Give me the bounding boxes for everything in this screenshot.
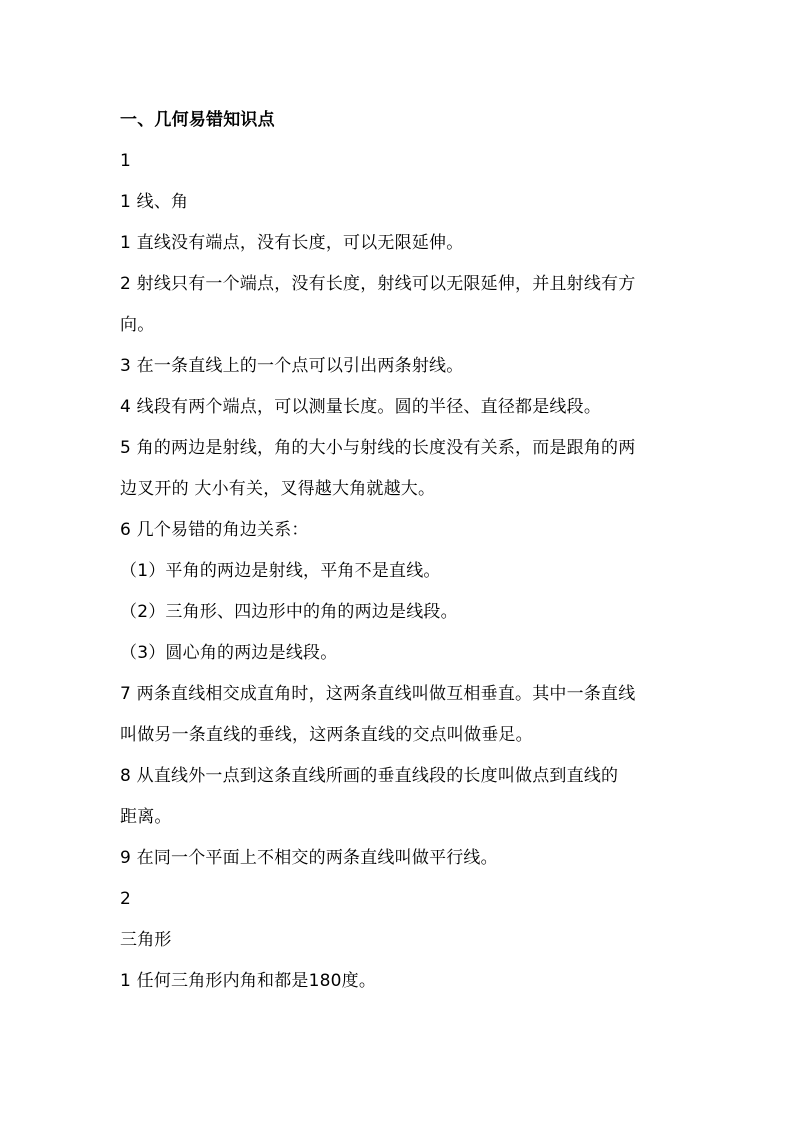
document-page — [120, 100, 680, 1002]
paragraph-line: 8 从直线外一点到这条直线所画的垂直线段的长度叫做点到直线的 — [120, 766, 619, 786]
section-heading: 一、几何易错知识点 — [120, 110, 275, 130]
paragraph-line: 3 在一条直线上的一个点可以引出两条射线。 — [120, 356, 464, 376]
paragraph-line: 1 任何三角形内角和都是180度。 — [120, 971, 377, 991]
paragraph-line: 7 两条直线相交成直角时，这两条直线叫做互相垂直。其中一条直线 — [120, 684, 636, 704]
subsection-title: 三角形 — [120, 930, 172, 950]
paragraph-line: 5 角的两边是射线，角的大小与射线的长度没有关系，而是跟角的两 — [120, 438, 636, 458]
paragraph-line: 9 在同一个平面上不相交的两条直线叫做平行线。 — [120, 848, 498, 868]
paragraph-line: 6 几个易错的角边关系： — [120, 520, 309, 540]
paragraph-line: 4 线段有两个端点，可以测量长度。圆的半径、直径都是线段。 — [120, 397, 602, 417]
section-number: 2 — [120, 889, 132, 909]
paragraph-line: 2 射线只有一个端点，没有长度，射线可以无限延伸，并且射线有方 — [120, 274, 636, 294]
list-item: （2）三角形、四边形中的角的两边是线段。 — [120, 602, 458, 622]
paragraph-line: 边叉开的 大小有关，叉得越大角就越大。 — [120, 479, 436, 499]
paragraph-line: 1 直线没有端点，没有长度，可以无限延伸。 — [120, 233, 464, 253]
paragraph-line: 向。 — [120, 315, 155, 335]
list-item: （3）圆心角的两边是线段。 — [120, 643, 338, 663]
subsection-title: 1 线、角 — [120, 192, 189, 212]
list-item: （1）平角的两边是射线，平角不是直线。 — [120, 561, 441, 581]
paragraph-line: 叫做另一条直线的垂线，这两条直线的交点叫做垂足。 — [120, 725, 533, 745]
section-number: 1 — [120, 151, 132, 171]
paragraph-line: 距离。 — [120, 807, 172, 827]
